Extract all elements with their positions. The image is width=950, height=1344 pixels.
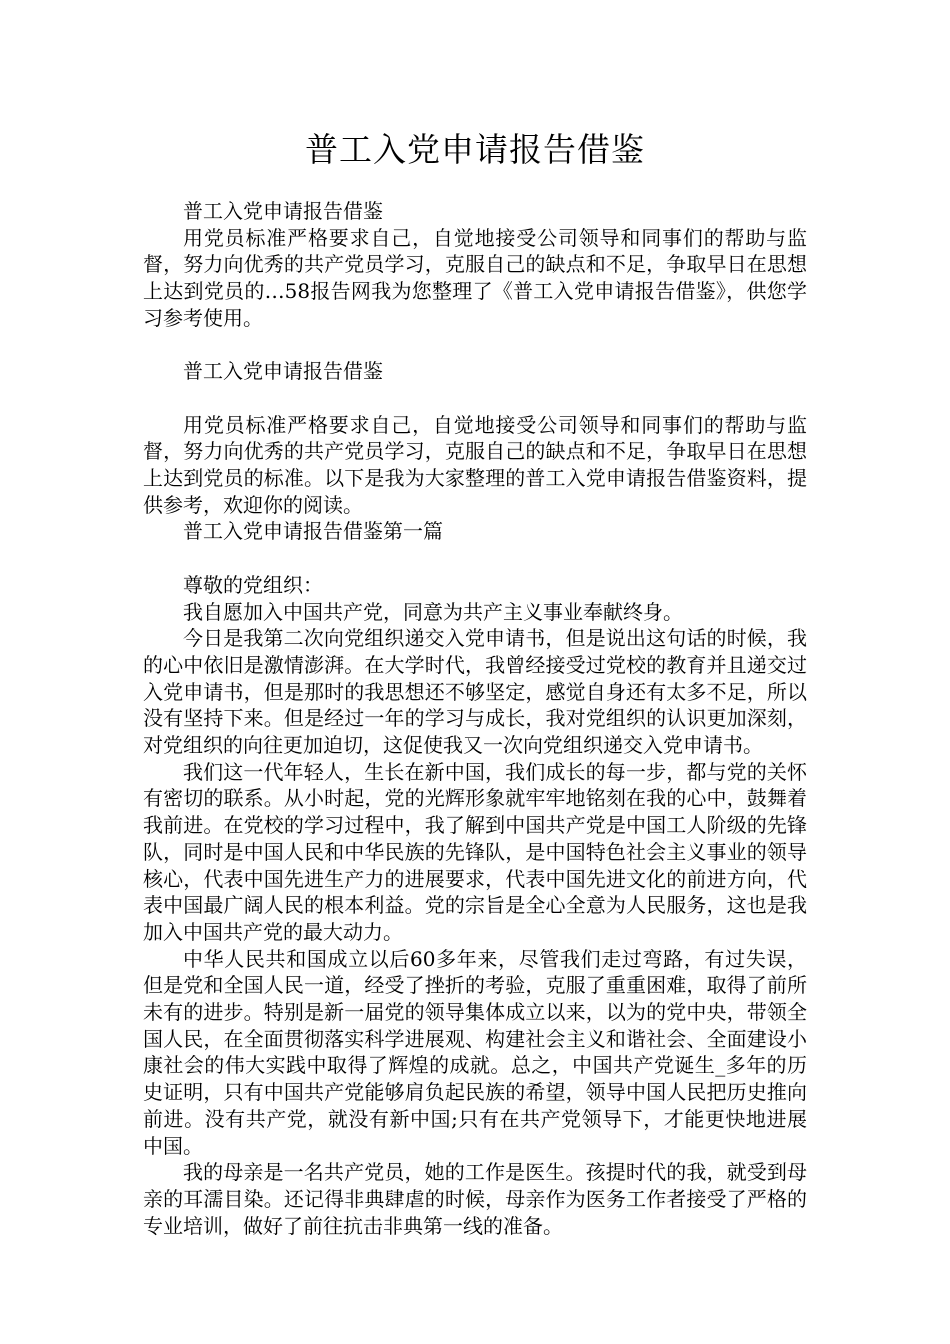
body-paragraph: 我的母亲是一名共产党员，她的工作是医生。孩提时代的我，就受到母亲的耳濡目染。还记得非典肆虐的时候，母亲作为医务工作者接受了严格的专业培训，做好了前往抗击非典第一线的准备。	[143, 1160, 807, 1238]
body-paragraph: 中华人民共和国成立以后60多年来，尽管我们走过弯路，有过失误，但是党和全国人民一道，经受了挫折的考验，克服了重重困难，取得了前所未有的进步。特别是新一届党的领导集体成立以来，以为的党中央，带领全国人民，在全面贯彻落实科学进展观、构建社会主义和谐社会、全面建设小康社会的伟大实践中取得了辉煌的成就。总之，中国共产党诞生_多年的历史证明，只有中国共产党能够肩负起民族的希望，领导中国人民把历史推向前进。没有共产党，就没有新中国;只有在共产党领导下，才能更快地进展中国。	[143, 946, 807, 1158]
body-paragraph: 我们这一代年轻人，生长在新中国，我们成长的每一步，都与党的关怀有密切的联系。从小时起，党的光辉形象就牢牢地铭刻在我的心中，鼓舞着我前进。在党校的学习过程中，我了解到中国共产党是中国工人阶级的先锋队，同时是中国人民和中华民族的先锋队，是中国特色社会主义事业的领导核心，代表中国先进生产力的进展要求，代表中国先进文化的前进方向，代表中国最广阔人民的根本利益。党的宗旨是全心全意为人民服务，这也是我加入中国共产党的最大动力。	[143, 759, 807, 944]
paragraph-gap	[143, 545, 807, 572]
paragraph-gap	[143, 385, 807, 412]
intro-paragraph: 用党员标准严格要求自己，自觉地接受公司领导和同事们的帮助与监督，努力向优秀的共产党员学习，克服自己的缺点和不足，争取早日在思想上达到党员的标准。以下是我为大家整理的普工入党申请报告借鉴资料，提供参考，欢迎你的阅读。	[143, 412, 807, 517]
summary-paragraph: 用党员标准严格要求自己，自觉地接受公司领导和同事们的帮助与监督，努力向优秀的共产党员学习，克服自己的缺点和不足，争取早日在思想上达到党员的…58报告网我为您整理了《普工入党申请报告借鉴》，供您学习参考使用。	[143, 225, 807, 330]
body-paragraph: 我自愿加入中国共产党，同意为共产主义事业奉献终身。	[183, 599, 683, 624]
document-title: 普工入党申请报告借鉴	[305, 130, 645, 169]
section-heading: 普工入党申请报告借鉴	[183, 359, 383, 384]
body-paragraph: 今日是我第二次向党组织递交入党申请书，但是说出这句话的时候，我的心中依旧是激情澎湃。在大学时代，我曾经接受过党校的教育并且递交过入党申请书，但是那时的我思想还不够坚定，感觉自身还有太多不足，所以没有坚持下来。但是经过一年的学习与成长，我对党组织的认识更加深刻，对党组织的向往更加迫切，这促使我又一次向党组织递交入党申请书。	[143, 626, 807, 758]
document-body	[143, 198, 807, 1239]
salutation: 尊敬的党组织：	[183, 572, 323, 597]
section-heading-first: 普工入党申请报告借鉴第一篇	[183, 519, 443, 544]
subtitle-paragraph: 普工入党申请报告借鉴	[183, 199, 383, 223]
paragraph-gap	[143, 332, 807, 359]
